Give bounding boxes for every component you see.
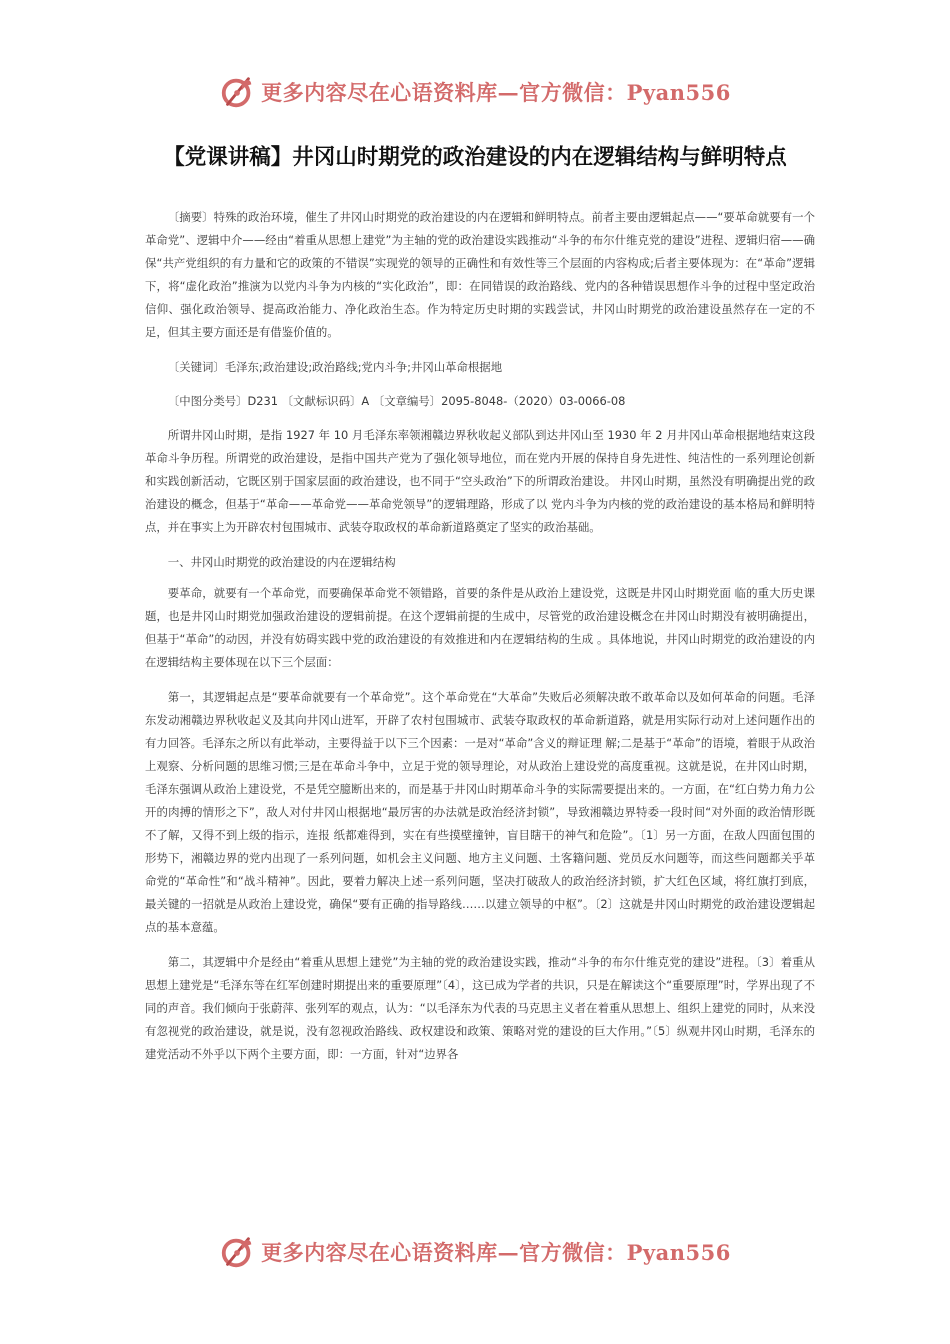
watermark-text: 更多内容尽在心语资料库—官方微信：Pyan556 xyxy=(261,80,731,105)
intro-paragraph: 所谓井冈山时期，是指 1927 年 10 月毛泽东率领湘赣边界秋收起义部队到达井冈山至 1930 年 2 月井冈山革命根据地结束这段革命斗争历程。所谓党的政治建设，是指中国共产党为了强化领导地位，而在党内开展的保持自身先进性、纯洁性的一系列理论创新和实践创新活动，它既区别于国家层面的政治建设，也不同于“空头政治”下的所谓政治建设。 井冈山时期，虽然没有明确提出党的政治建设的概念，但基于“革命——革命党——革命党领导”的逻辑理路，形成了以 党内斗争为内核的党的政治建设的基本格局和鲜明特点，并在事实上为开辟农村包围城市、武装夺取政权的革命新道路奠定了坚实的政治基础。 xyxy=(145,428,815,534)
section-intro-paragraph: 要革命，就要有一个革命党，而要确保革命党不领错路，首要的条件是从政治上建设党，这既是井冈山时期党面 临的重大历史课题，也是井冈山时期党加强政治建设的逻辑前提。在这个逻辑前提的生成中，尽管党的政治建设概念在井冈山时期没有被明确提出，但基于“革命”的动因，并没有妨碍实践中党的政治建设的有效推进和内在逻辑结构的生成 。具体地说，井冈山时期党的政治建设的内在逻辑结构主要体现在以下三个层面： xyxy=(145,586,815,669)
point-one-paragraph: 第一，其逻辑起点是“要革命就要有一个革命党”。这个革命党在“大革命”失败后必须解决敢不敢革命以及如何革命的问题。毛泽东发动湘赣边界秋收起义及其向井冈山进军，开辟了农村包围城市、武装夺取政权的革命新道路，就是用实际行动对上述问题作出的有力回答。毛泽东之所以有此举动，主要得益于以下三个因素：一是对“革命”含义的辩证理 解;二是基于“革命”的语境，着眼于从政治上观察、分析问题的思维习惯;三是在革命斗争中，立足于党的领导理论，对从政治上建设党的高度重视。这就是说，在井冈山时期，毛泽东强调从政治上建设党，不是凭空臆断出来的，而是基于井冈山时期革命斗争的实际需要提出来的。一方面，在“红白势力角力公开的肉搏的情形之下”，敌人对付井冈山根据地“最厉害的办法就是政治经济封锁”，导致湘赣边界特委一段时间“对外面的政治情形既不了解，又得不到上级的指示，连报 纸都难得到，实在有些摸壁撞钟，盲目瞎干的神气和危险”。〔1〕另一方面，在敌人四面包围的形势下，湘赣边界的党内出现了一系列问题，如机会主义问题、地方主义问题、土客籍问题、党员反水问题等，而这些问题都关乎革命党的“革命性”和“战斗精神”。因此，要着力解决上述一系列问题，坚决打破敌人的政治经济封锁，扩大红色区域，将红旗打到底， 最关键的一招就是从政治上建设党，确保“要有正确的指导路线……以建立领导的中枢”。〔2〕这就是井冈山时期党的政治建设逻辑起点的基本意蕴。 xyxy=(145,690,815,934)
abstract-paragraph: 〔摘要〕特殊的政治环境，催生了井冈山时期党的政治建设的内在逻辑和鲜明特点。前者主要由逻辑起点——“要革命就要有一个革命党”、逻辑中介——经由“着重从思想上建党”为主轴的党的政治建设实践推动“斗争的布尔什维克党的建设”进程、逻辑归宿——确保“共产党组织的有力量和它的政策的不错误”实现党的领导的正确性和有效性等三个层面的内容构成;后者主要体现为：在“革命”逻辑下，将“虚化政治”推演为以党内斗争为内核的“实化政治”，即：在同错误的政治路线、党内的各种错误思想作斗争的过程中坚定政治信仰、强化政治领导、提高政治能力、净化政治生态。作为特定历史时期的实践尝试，井冈山时期党的政治建设虽然存在一定的不足，但其主要方面还是有借鉴价值的。 xyxy=(145,210,815,339)
quill-circle-logo-icon xyxy=(219,73,257,111)
watermark-text: 更多内容尽在心语资料库—官方微信：Pyan556 xyxy=(261,1240,731,1265)
watermark-banner-top xyxy=(0,72,950,112)
point-two-paragraph: 第二，其逻辑中介是经由“着重从思想上建党”为主轴的党的政治建设实践，推动“斗争的布尔什维克党的建设”进程。〔3〕着重从思想上建党是“毛泽东等在红军创建时期提出来的重要原理”〔4〕，这已成为学者的共识，只是在解读这个“重要原理”时，学界出现了不同的声音。我们倾向于张蔚萍、张列军的观点，认为：“以毛泽东为代表的马克思主义者在着重从思想上、组织上建党的同时，从来没有忽视党的政治建设，就是说，没有忽视政治路线、政权建设和政策、策略对党的建设的巨大作用。”〔5〕纵观井冈山时期，毛泽东的建党活动不外乎以下两个主要方面，即：一方面，针对“边界各 xyxy=(145,955,815,1061)
classification-line: 〔中图分类号〕D231 〔文献标识码〕A 〔文章编号〕2095-8048-（2020）03-0066-08 xyxy=(167,394,626,408)
section-heading: 一、井冈山时期党的政治建设的内在逻辑结构 xyxy=(167,555,396,569)
document-title: 【党课讲稿】井冈山时期党的政治建设的内在逻辑结构与鲜明特点 xyxy=(163,145,787,170)
quill-circle-logo-icon xyxy=(219,1233,257,1271)
watermark-banner-bottom xyxy=(0,1232,950,1272)
keywords-line: 〔关键词〕毛泽东;政治建设;政治路线;党内斗争;井冈山革命根据地 xyxy=(167,360,503,374)
document-body xyxy=(145,206,815,1078)
